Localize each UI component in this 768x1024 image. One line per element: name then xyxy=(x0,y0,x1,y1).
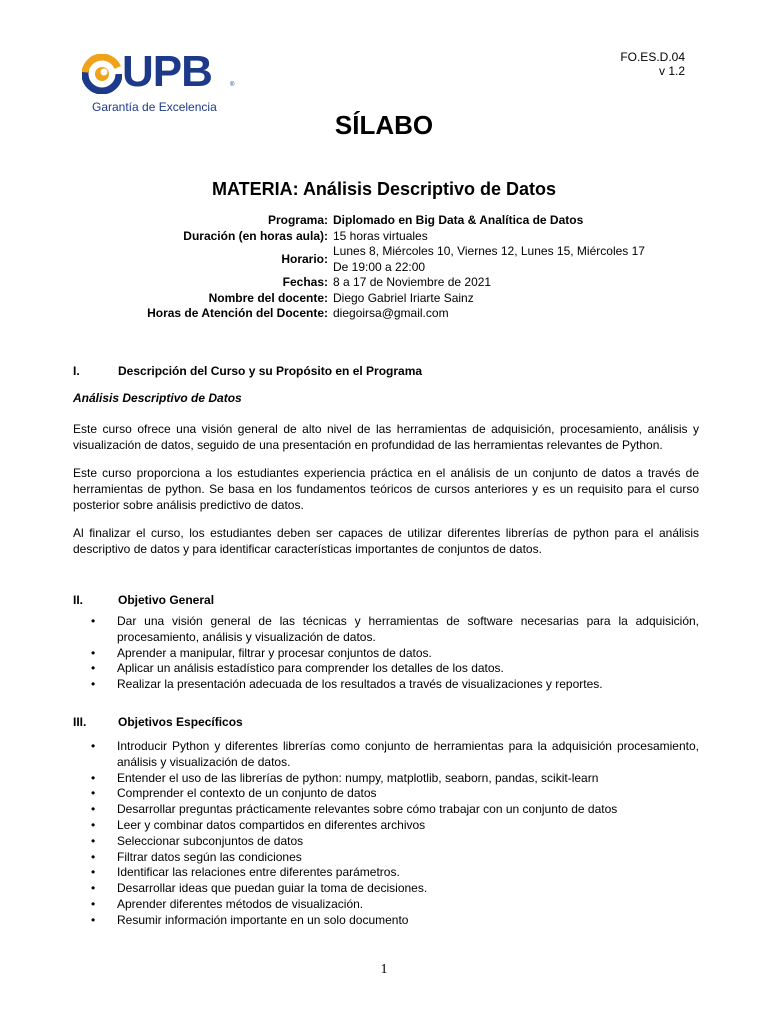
list-item: • Aprender diferentes métodos de visualización. xyxy=(73,897,699,913)
info-row-program xyxy=(70,213,700,229)
section-title: Objetivo General xyxy=(118,593,215,607)
info-label: Horas de Atención del Docente: xyxy=(147,306,328,320)
section-title: Descripción del Curso y su Propósito en el Programa xyxy=(118,364,423,378)
info-value: Diego Gabriel Iriarte Sainz xyxy=(333,290,474,305)
page-title: SÍLABO xyxy=(334,110,434,140)
page-number: 1 xyxy=(380,962,388,977)
section-number: I. xyxy=(73,364,80,378)
list-item: • Comprender el contexto de un conjunto de datos xyxy=(73,786,699,802)
schedule-days: Lunes 8, Miércoles 10, Viernes 12, Lunes 15, Miércoles 17 xyxy=(333,244,645,258)
section-number: II. xyxy=(73,593,84,607)
logo-wordmark: UPB xyxy=(122,47,212,96)
section-heading-2 xyxy=(73,593,703,608)
list-item: • Aprender a manipular, filtrar y procesar conjuntos de datos. xyxy=(73,646,699,662)
info-row-office-hours xyxy=(70,306,700,322)
doc-version: v 1.2 xyxy=(658,64,685,78)
section-heading-3 xyxy=(73,715,703,730)
general-objectives-list xyxy=(73,614,699,693)
info-label: Duración (en horas aula): xyxy=(183,228,328,243)
info-value xyxy=(333,244,700,275)
list-item: • Seleccionar subconjuntos de datos xyxy=(73,834,699,850)
list-item: • Leer y combinar datos compartidos en diferentes archivos xyxy=(73,818,699,834)
paragraph: Al finalizar el curso, los estudiantes deben ser capaces de utilizar diferentes librerías de python para el análisis descriptivo de datos y para identificar características importantes de conjuntos de datos. xyxy=(73,526,699,556)
list-item: • Filtrar datos según las condiciones xyxy=(73,850,699,866)
list-item: • Aplicar un análisis estadístico para comprender los detalles de los datos. xyxy=(73,661,699,677)
subject-heading: MATERIA: Análisis Descriptivo de Datos xyxy=(211,179,557,199)
list-item: • Entender el uso de las librerías de python: numpy, matplotlib, seaborn, pandas, scikit-learn xyxy=(73,771,699,787)
list-item: • Dar una visión general de las técnicas y herramientas de software necesarias para la adquisición, procesamiento, análisis y visualización de datos. xyxy=(73,614,699,646)
info-value: 15 horas virtuales xyxy=(333,228,428,243)
section-number: III. xyxy=(73,715,87,729)
logo-registered-mark: ® xyxy=(230,82,235,88)
list-item: • Desarrollar ideas que puedan guiar la toma de decisiones. xyxy=(73,881,699,897)
info-row-teacher xyxy=(70,291,700,307)
logo-tagline: Garantía de Excelencia xyxy=(92,100,217,114)
list-item: • Realizar la presentación adecuada de los resultados a través de visualizaciones y reportes. xyxy=(73,677,699,693)
list-item: • Resumir información importante en un solo documento xyxy=(73,913,699,929)
info-row-schedule xyxy=(70,244,700,275)
info-value: diegoirsa@gmail.com xyxy=(333,306,449,320)
doc-code-id: FO.ES.D.04 xyxy=(620,50,685,64)
section-subtitle: Análisis Descriptivo de Datos xyxy=(73,391,242,405)
section-heading-1 xyxy=(73,364,703,379)
info-label: Fechas: xyxy=(282,275,328,289)
info-value: 8 a 17 de Noviembre de 2021 xyxy=(333,275,492,289)
section-title: Objetivos Específicos xyxy=(118,715,243,729)
schedule-hours: De 19:00 a 22:00 xyxy=(333,259,426,274)
list-item: • Introducir Python y diferentes librerías como conjunto de herramientas para la adquisición procesamiento, análisis y visualización de datos. xyxy=(73,739,699,771)
info-row-duration xyxy=(70,229,700,245)
info-label: Nombre del docente: xyxy=(208,290,328,305)
paragraph: Este curso ofrece una visión general de alto nivel de las herramientas de adquisición, procesamiento, análisis y visualización de datos, seguido de una presentación en profundidad de las herramientas relevantes de Python. xyxy=(73,422,699,452)
specific-objectives-list xyxy=(73,739,699,929)
upb-swirl-icon xyxy=(82,54,122,94)
info-row-dates xyxy=(70,275,700,291)
info-label: Horario: xyxy=(281,251,328,266)
course-info xyxy=(70,213,700,322)
info-value: Diplomado en Big Data & Analítica de Datos xyxy=(333,213,584,227)
document-code xyxy=(620,50,685,78)
list-item: • Identificar las relaciones entre diferentes parámetros. xyxy=(73,865,699,881)
list-item: • Desarrollar preguntas prácticamente relevantes sobre cómo trabajar con un conjunto de datos xyxy=(73,802,699,818)
info-label: Programa: xyxy=(267,213,328,227)
paragraph: Este curso proporciona a los estudiantes experiencia práctica en el análisis de un conjunto de datos a través de herramientas de python. Se basa en los fundamentos teóricos de cursos anteriores y es un requisito para el curso posterior sobre análisis predictivo de datos. xyxy=(73,466,699,512)
